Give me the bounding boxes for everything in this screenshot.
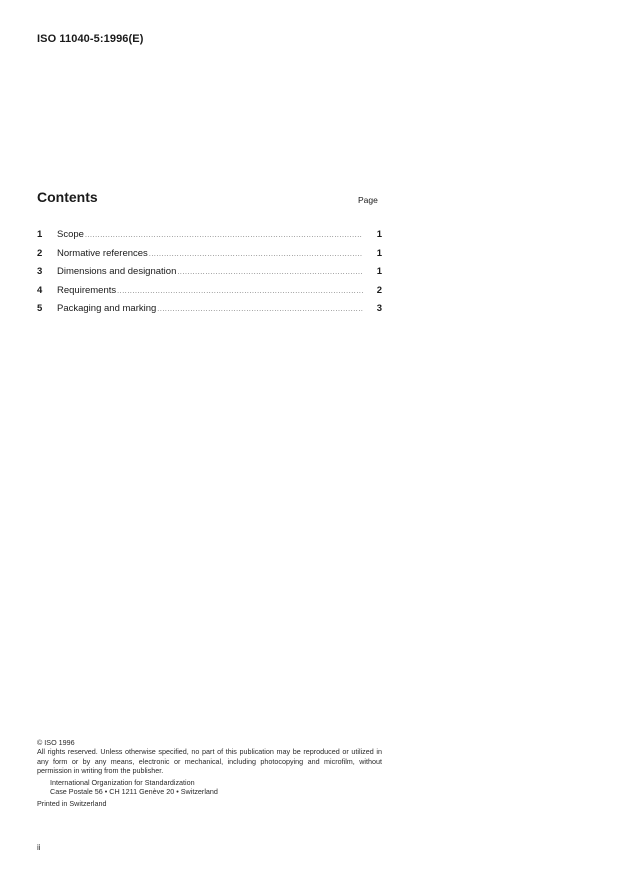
toc-entry-normative-references[interactable] [37,248,382,267]
copyright-block [37,738,382,809]
toc-entry-page: 3 [376,303,382,314]
dot-leader [117,288,363,295]
toc-entry-number: 3 [37,266,43,277]
dot-leader [85,232,363,239]
toc-entry-number: 4 [37,284,43,296]
toc-entry-number: 5 [37,303,43,314]
page-number: ii [37,843,41,852]
copyright-notice: © ISO 1996 [37,738,75,747]
table-of-contents [37,229,382,322]
toc-entry-page: 2 [376,284,382,296]
toc-entry-title: Dimensions and designation [57,266,177,277]
toc-entry-title: Packaging and marking [57,303,157,314]
toc-entry-title: Scope [57,229,84,240]
rights-statement: All rights reserved. Unless otherwise specified, no part of this publication may be reproduced or utilized in any form or by any means, electronic or mechanical, including photocopying and microfilm, without permission in writing from the publisher. [37,747,382,776]
dot-leader [149,251,363,258]
dot-leader [157,306,363,313]
toc-entry-title: Requirements [57,284,117,296]
toc-entry-scope[interactable] [37,229,382,248]
organization-name: International Organization for Standardization [50,777,195,787]
contents-heading: Contents [37,189,98,205]
organization-address: Case Postale 56 • CH 1211 Genève 20 • Switzerland [50,787,218,797]
toc-entry-title: Normative references [57,247,148,259]
toc-entry-page: 1 [376,229,382,240]
toc-entry-dimensions-and-designation[interactable] [37,266,382,285]
toc-entry-page: 1 [376,247,382,259]
toc-entry-requirements[interactable] [37,285,382,304]
toc-entry-number: 2 [37,247,43,259]
printed-in-notice: Printed in Switzerland [37,799,107,809]
toc-entry-number: 1 [37,229,43,240]
toc-entry-packaging-and-marking[interactable] [37,303,382,322]
page-column-heading: Page [358,195,378,205]
toc-entry-page: 1 [376,266,382,277]
document-identifier: ISO 11040-5:1996(E) [37,33,144,45]
dot-leader [177,269,363,276]
